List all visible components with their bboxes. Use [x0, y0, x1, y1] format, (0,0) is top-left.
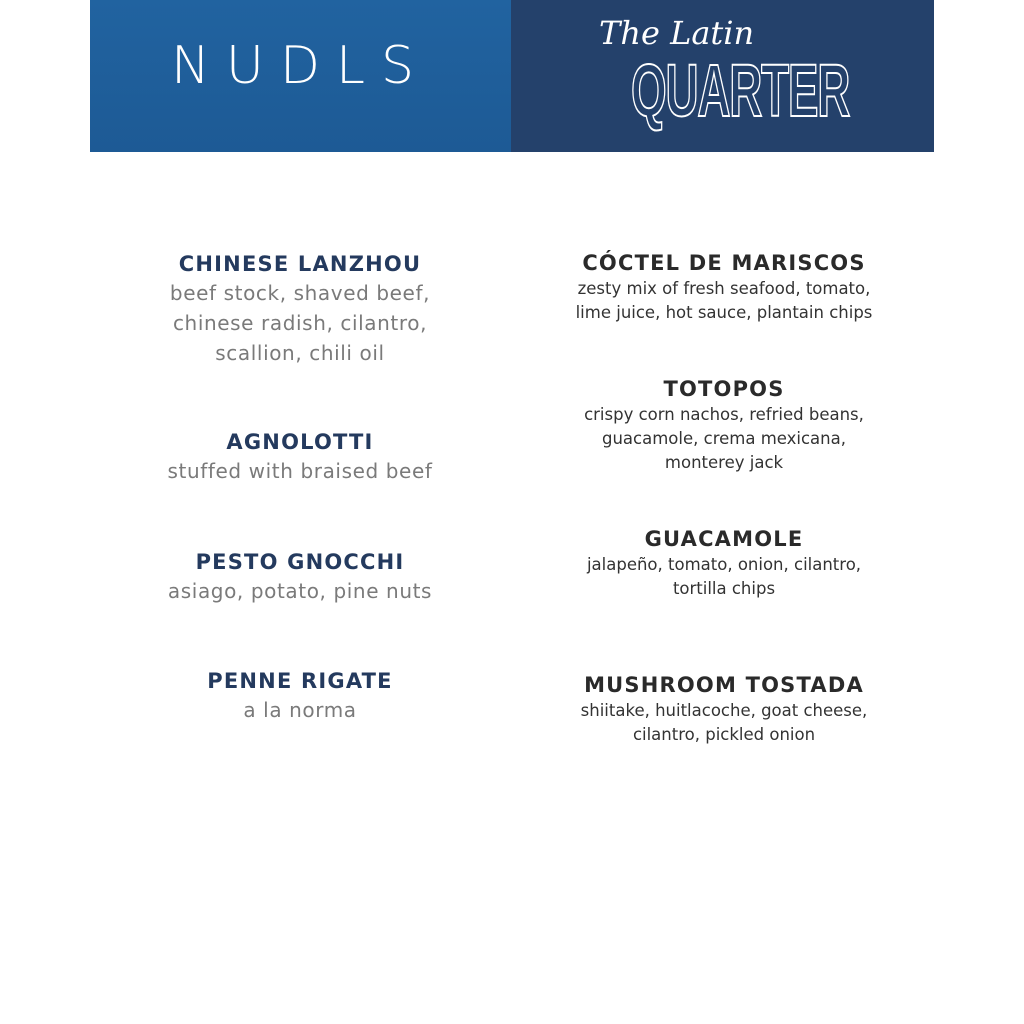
item-description	[514, 403, 934, 475]
desc-line: scallion, chili oil	[215, 341, 385, 365]
menu-item	[90, 250, 510, 368]
desc-line: cilantro, pickled onion	[632, 725, 816, 744]
item-title: AGNOLOTTI	[226, 430, 374, 454]
desc-line: beef stock, shaved beef,	[169, 281, 431, 305]
nudls-header	[90, 0, 511, 152]
desc-line: crispy corn nachos, refried beans,	[584, 405, 864, 424]
item-title: CÓCTEL DE MARISCOS	[582, 251, 866, 275]
menu-item	[514, 249, 934, 325]
item-title: PENNE RIGATE	[207, 669, 393, 693]
item-description	[514, 553, 934, 601]
item-description	[514, 699, 934, 747]
latin-quarter-logo-script: The Latin	[599, 14, 755, 52]
latin-quarter-logo-main: QUARTER	[631, 49, 850, 132]
item-description	[90, 576, 510, 606]
desc-line: zesty mix of fresh seafood, tomato,	[577, 279, 871, 298]
item-title: TOTOPOS	[663, 377, 785, 401]
item-title: MUSHROOM TOSTADA	[584, 673, 864, 697]
menu-item	[90, 548, 510, 606]
desc-line: chinese radish, cilantro,	[172, 311, 428, 335]
nudls-logo: NUDLS	[171, 36, 430, 96]
desc-line: asiago, potato, pine nuts	[167, 579, 433, 603]
item-description	[90, 695, 510, 725]
item-title: PESTO GNOCCHI	[195, 550, 405, 574]
menu-item	[514, 375, 934, 475]
desc-line: guacamole, crema mexicana,	[602, 429, 846, 448]
desc-line: jalapeño, tomato, onion, cilantro,	[586, 555, 862, 574]
desc-line: tortilla chips	[672, 579, 776, 598]
desc-line: a la norma	[243, 698, 357, 722]
item-description	[90, 278, 510, 368]
menu-item	[90, 428, 510, 486]
item-title: GUACAMOLE	[644, 527, 804, 551]
menu-item	[514, 671, 934, 747]
item-description	[90, 456, 510, 486]
desc-line: stuffed with braised beef	[167, 459, 433, 483]
desc-line: lime juice, hot sauce, plantain chips	[575, 303, 873, 322]
desc-line: monterey jack	[664, 453, 784, 472]
menu-item	[90, 667, 510, 725]
item-title: CHINESE LANZHOU	[178, 252, 422, 276]
menu-item	[514, 525, 934, 601]
item-description	[514, 277, 934, 325]
desc-line: shiitake, huitlacoche, goat cheese,	[580, 701, 868, 720]
latin-quarter-header	[511, 0, 934, 152]
